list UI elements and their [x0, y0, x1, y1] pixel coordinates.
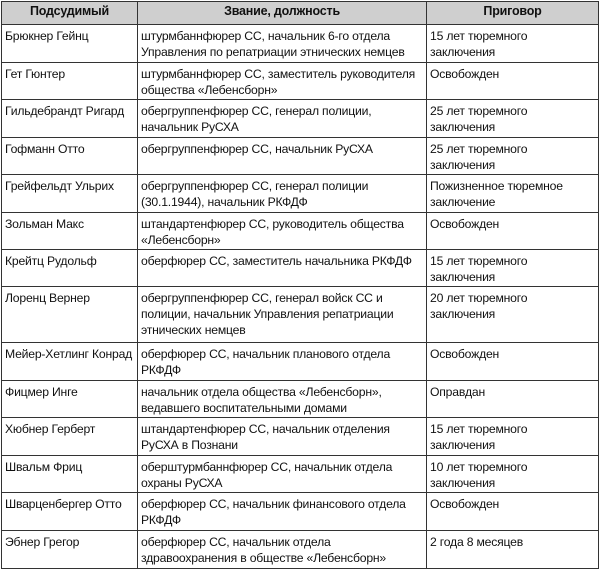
rank-position: оберфюрер СС, начальник отдела здравоохранения в обществе «Лебенсборн» — [138, 531, 427, 569]
defendant-name: Гофманн Отто — [2, 138, 138, 175]
trial-table-container — [1, 1, 598, 569]
sentence: 15 лет тюремного заключения — [427, 25, 599, 63]
header-rank-position: Звание, должность — [138, 2, 427, 25]
table-row — [2, 493, 599, 531]
table-row — [2, 175, 599, 213]
rank-position: оберфюрер СС, начальник финансового отдела РКФДФ — [138, 493, 427, 531]
sentence: Освобожден — [427, 343, 599, 381]
rank-position: штандартенфюрер СС, начальник отделения РуСХА в Познани — [138, 418, 427, 456]
table-row — [2, 381, 599, 418]
defendant-name: Гет Гюнтер — [2, 63, 138, 100]
table-row — [2, 100, 599, 138]
sentence: Освобожден — [427, 213, 599, 250]
rank-position: обергруппенфюрер СС, генерал войск СС и полиции, начальник Управления репатриации этнических немцев — [138, 287, 427, 343]
sentence: Пожизненное тюремное заключение — [427, 175, 599, 213]
sentence: 20 лет тюремного заключения — [427, 287, 599, 343]
rank-position: обергруппенфюрер СС, генерал полиции, начальник РуСХА — [138, 100, 427, 138]
defendant-name: Эбнер Грегор — [2, 531, 138, 569]
table-row — [2, 531, 599, 569]
rank-position: обергруппенфюрер СС, начальник РуСХА — [138, 138, 427, 175]
defendant-name: Мейер-Хетлинг Конрад — [2, 343, 138, 381]
defendant-name: Хюбнер Герберт — [2, 418, 138, 456]
table-row — [2, 63, 599, 100]
rank-position: оберфюрер СС, заместитель начальника РКФДФ — [138, 250, 427, 287]
rank-position: оберфюрер СС, начальник планового отдела РКФДФ — [138, 343, 427, 381]
sentence: 15 лет тюремного заключения — [427, 250, 599, 287]
sentence: 15 лет тюремного заключения — [427, 418, 599, 456]
header-row — [2, 2, 599, 25]
table-row — [2, 343, 599, 381]
rank-position: штурмбаннфюрер СС, заместитель руководителя общества «Лебенсборн» — [138, 63, 427, 100]
sentence: 25 лет тюремного заключения — [427, 100, 599, 138]
defendant-name: Лоренц Вернер — [2, 287, 138, 343]
rank-position: обергруппенфюрер СС, генерал полиции (30.1.1944), начальник РКФДФ — [138, 175, 427, 213]
header-defendant: Подсудимый — [2, 2, 138, 25]
sentence: Освобожден — [427, 63, 599, 100]
table-row — [2, 250, 599, 287]
sentence: 10 лет тюремного заключения — [427, 456, 599, 493]
defendant-name: Брюкнер Гейнц — [2, 25, 138, 63]
table-row — [2, 138, 599, 175]
defendants-table — [1, 1, 599, 569]
table-row — [2, 456, 599, 493]
sentence: 2 года 8 месяцев — [427, 531, 599, 569]
defendant-name: Грейфельдт Ульрих — [2, 175, 138, 213]
sentence: 25 лет тюремного заключения — [427, 138, 599, 175]
sentence: Оправдан — [427, 381, 599, 418]
sentence: Освобожден — [427, 493, 599, 531]
defendant-name: Крейтц Рудольф — [2, 250, 138, 287]
rank-position: штандартенфюрер СС, руководитель общества «Лебенсборн» — [138, 213, 427, 250]
defendant-name: Фицмер Инге — [2, 381, 138, 418]
defendant-name: Шварценбергер Отто — [2, 493, 138, 531]
rank-position: начальник отдела общества «Лебенсборн», ведавшего воспитательными домами — [138, 381, 427, 418]
defendant-name: Зольман Макс — [2, 213, 138, 250]
rank-position: штурмбаннфюрер СС, начальник 6-го отдела Управления по репатриации этнических немцев — [138, 25, 427, 63]
table-row — [2, 213, 599, 250]
rank-position: оберштурмбаннфюрер СС, начальник отдела охраны РуСХА — [138, 456, 427, 493]
table-row — [2, 287, 599, 343]
defendant-name: Швальм Фриц — [2, 456, 138, 493]
table-row — [2, 25, 599, 63]
table-row — [2, 418, 599, 456]
header-sentence: Приговор — [427, 2, 599, 25]
defendant-name: Гильдебрандт Ригард — [2, 100, 138, 138]
